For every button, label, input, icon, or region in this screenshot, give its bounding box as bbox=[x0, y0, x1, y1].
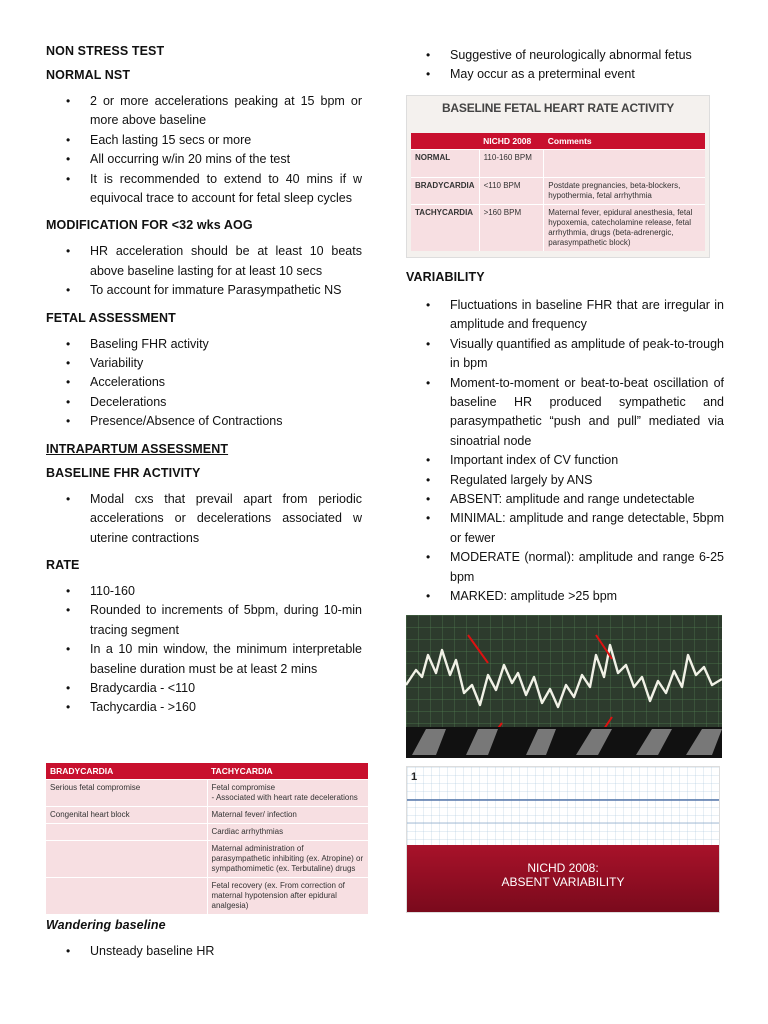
variability-section bbox=[406, 270, 724, 607]
modification-list bbox=[46, 242, 362, 300]
list-item: • To account for immature Parasympathetic NS bbox=[46, 281, 362, 300]
bradycardia-header: BRADYCARDIA bbox=[46, 763, 207, 780]
list-item: • Suggestive of neurologically abnormal fetus bbox=[406, 46, 724, 65]
list-item: • 2 or more accelerations peaking at 15 bpm or more above baseline bbox=[46, 92, 362, 131]
table-cell: 110-160 BPM bbox=[479, 150, 544, 178]
rate-heading: RATE bbox=[46, 557, 80, 572]
table-row bbox=[46, 878, 368, 915]
doc-title: NON STRESS TEST bbox=[46, 44, 165, 58]
baseline-heading: BASELINE FHR ACTIVITY bbox=[46, 465, 201, 480]
grid-label: 1 bbox=[411, 771, 418, 783]
table-header-row bbox=[411, 133, 705, 150]
list-item: • Modal cxs that prevail apart from periodic accelerations or decelerations associated w uterine contractions bbox=[46, 490, 362, 548]
list-item: • MODERATE (normal): amplitude and range 6-25 bpm bbox=[406, 548, 724, 587]
table-cell bbox=[46, 824, 207, 841]
table-cell: Congenital heart block bbox=[46, 807, 207, 824]
list-item: • Each lasting 15 secs or more bbox=[46, 131, 362, 150]
list-item: • Moment-to-moment or beat-to-beat oscillation of baseline HR produced sympathetic and parasympathetic “push and pull” mediated via sinoatrial node bbox=[406, 374, 724, 452]
normal-nst-list bbox=[46, 92, 362, 208]
table-row bbox=[411, 205, 705, 252]
table-header-cell: NICHD 2008 bbox=[479, 133, 544, 150]
modification-heading: MODIFICATION FOR <32 wks AOG bbox=[46, 218, 253, 233]
table-header-row bbox=[46, 763, 368, 780]
right-top-list-wrap bbox=[406, 46, 724, 85]
table-cell: TACHYCARDIA bbox=[411, 205, 479, 252]
wandering-heading: Wandering baseline bbox=[46, 918, 166, 932]
intrapartum-heading: INTRAPARTUM ASSESSMENT bbox=[46, 441, 229, 456]
table-cell: Postdate pregnancies, beta-blockers, hypothermia, fetal arrhythmia bbox=[544, 178, 705, 205]
table-cell: BRADYCARDIA bbox=[411, 178, 479, 205]
list-item: • Accelerations bbox=[46, 373, 362, 392]
right-top-list bbox=[406, 46, 724, 85]
list-item: • Fluctuations in baseline FHR that are irregular in amplitude and frequency bbox=[406, 296, 724, 335]
brady-tachy-table-figure bbox=[46, 763, 368, 914]
table-cell: Fetal compromise - Associated with heart rate decelerations bbox=[207, 780, 368, 807]
baseline-fhr-table-title: BASELINE FETAL HEART RATE ACTIVITY bbox=[441, 101, 675, 115]
table-header-cell bbox=[411, 133, 479, 150]
list-item: • MARKED: amplitude >25 bpm bbox=[406, 587, 724, 606]
list-item: • ABSENT: amplitude and range undetectable bbox=[406, 490, 724, 509]
table-row bbox=[46, 807, 368, 824]
list-item: • 110-160 bbox=[46, 582, 362, 601]
table-row bbox=[411, 178, 705, 205]
list-item: • Rounded to increments of 5bpm, during 10-min tracing segment bbox=[46, 601, 362, 640]
table-header-cell: Comments bbox=[544, 133, 705, 150]
table-row bbox=[46, 841, 368, 878]
normal-nst-heading: NORMAL NST bbox=[46, 68, 131, 82]
absent-variability-figure bbox=[406, 766, 720, 913]
table-cell: Fetal recovery (ex. From correction of maternal hypotension after epidural analgesia) bbox=[207, 878, 368, 915]
table-row bbox=[46, 780, 368, 807]
table-cell: >160 BPM bbox=[479, 205, 544, 252]
rate-list bbox=[46, 582, 362, 718]
list-item: • HR acceleration should be at least 10 beats above baseline lasting for at least 10 secs bbox=[46, 242, 362, 281]
list-item: • Variability bbox=[46, 354, 362, 373]
table-row bbox=[411, 150, 705, 178]
table-cell bbox=[46, 878, 207, 915]
table-cell: Maternal fever, epidural anesthesia, fetal hypoxemia, catecholamine release, fetal arrhythmia, drugs (beta-adrenergic, parasympathetic block) bbox=[544, 205, 705, 252]
tachycardia-header: TACHYCARDIA bbox=[207, 763, 368, 780]
fhr-tracing-photo bbox=[406, 615, 722, 758]
caption-line-1: NICHD 2008: bbox=[527, 861, 599, 875]
list-item: • Tachycardia - >160 bbox=[46, 698, 362, 717]
list-item: • May occur as a preterminal event bbox=[406, 65, 724, 84]
table-cell: NORMAL bbox=[411, 150, 479, 178]
list-item: • Baseling FHR activity bbox=[46, 335, 362, 354]
table-row bbox=[46, 824, 368, 841]
absent-variability-caption bbox=[407, 845, 719, 912]
fhr-tracing-graphic bbox=[406, 615, 722, 758]
variability-heading: VARIABILITY bbox=[406, 270, 485, 284]
baseline-fhr-table bbox=[411, 133, 705, 251]
table-cell: Cardiac arrhythmias bbox=[207, 824, 368, 841]
list-item: • Presence/Absence of Contractions bbox=[46, 412, 362, 431]
list-item: • Regulated largely by ANS bbox=[406, 471, 724, 490]
fetal-assessment-list bbox=[46, 335, 362, 432]
left-column bbox=[46, 44, 362, 718]
list-item: • Unsteady baseline HR bbox=[46, 942, 362, 961]
table-cell: Maternal fever/ infection bbox=[207, 807, 368, 824]
brady-tachy-table bbox=[46, 763, 368, 914]
list-item: • Decelerations bbox=[46, 393, 362, 412]
wandering-section bbox=[46, 918, 362, 961]
baseline-list bbox=[46, 490, 362, 548]
caption-line-2: ABSENT VARIABILITY bbox=[501, 875, 625, 889]
baseline-fhr-table-figure bbox=[406, 95, 710, 258]
list-item: • All occurring w/in 20 mins of the test bbox=[46, 150, 362, 169]
list-item: • In a 10 min window, the minimum interpretable baseline duration must be at least 2 mins bbox=[46, 640, 362, 679]
absent-variability-grid bbox=[407, 767, 719, 847]
table-cell: <110 BPM bbox=[479, 178, 544, 205]
table-cell: Serious fetal compromise bbox=[46, 780, 207, 807]
list-item: • Important index of CV function bbox=[406, 451, 724, 470]
table-cell bbox=[46, 841, 207, 878]
wandering-list bbox=[46, 942, 362, 961]
table-cell: Maternal administration of parasympathetic inhibiting (ex. Atropine) or sympathomimetic (ex. Terbutaline) drugs bbox=[207, 841, 368, 878]
list-item: • Bradycardia - <110 bbox=[46, 679, 362, 698]
variability-list bbox=[406, 296, 724, 607]
list-item: • Visually quantified as amplitude of peak-to-trough in bpm bbox=[406, 335, 724, 374]
fetal-assessment-heading: FETAL ASSESSMENT bbox=[46, 310, 176, 325]
list-item: • MINIMAL: amplitude and range detectable, 5bpm or fewer bbox=[406, 509, 724, 548]
table-cell bbox=[544, 150, 705, 178]
list-item: • It is recommended to extend to 40 mins if w equivocal trace to account for fetal sleep cycles bbox=[46, 170, 362, 209]
